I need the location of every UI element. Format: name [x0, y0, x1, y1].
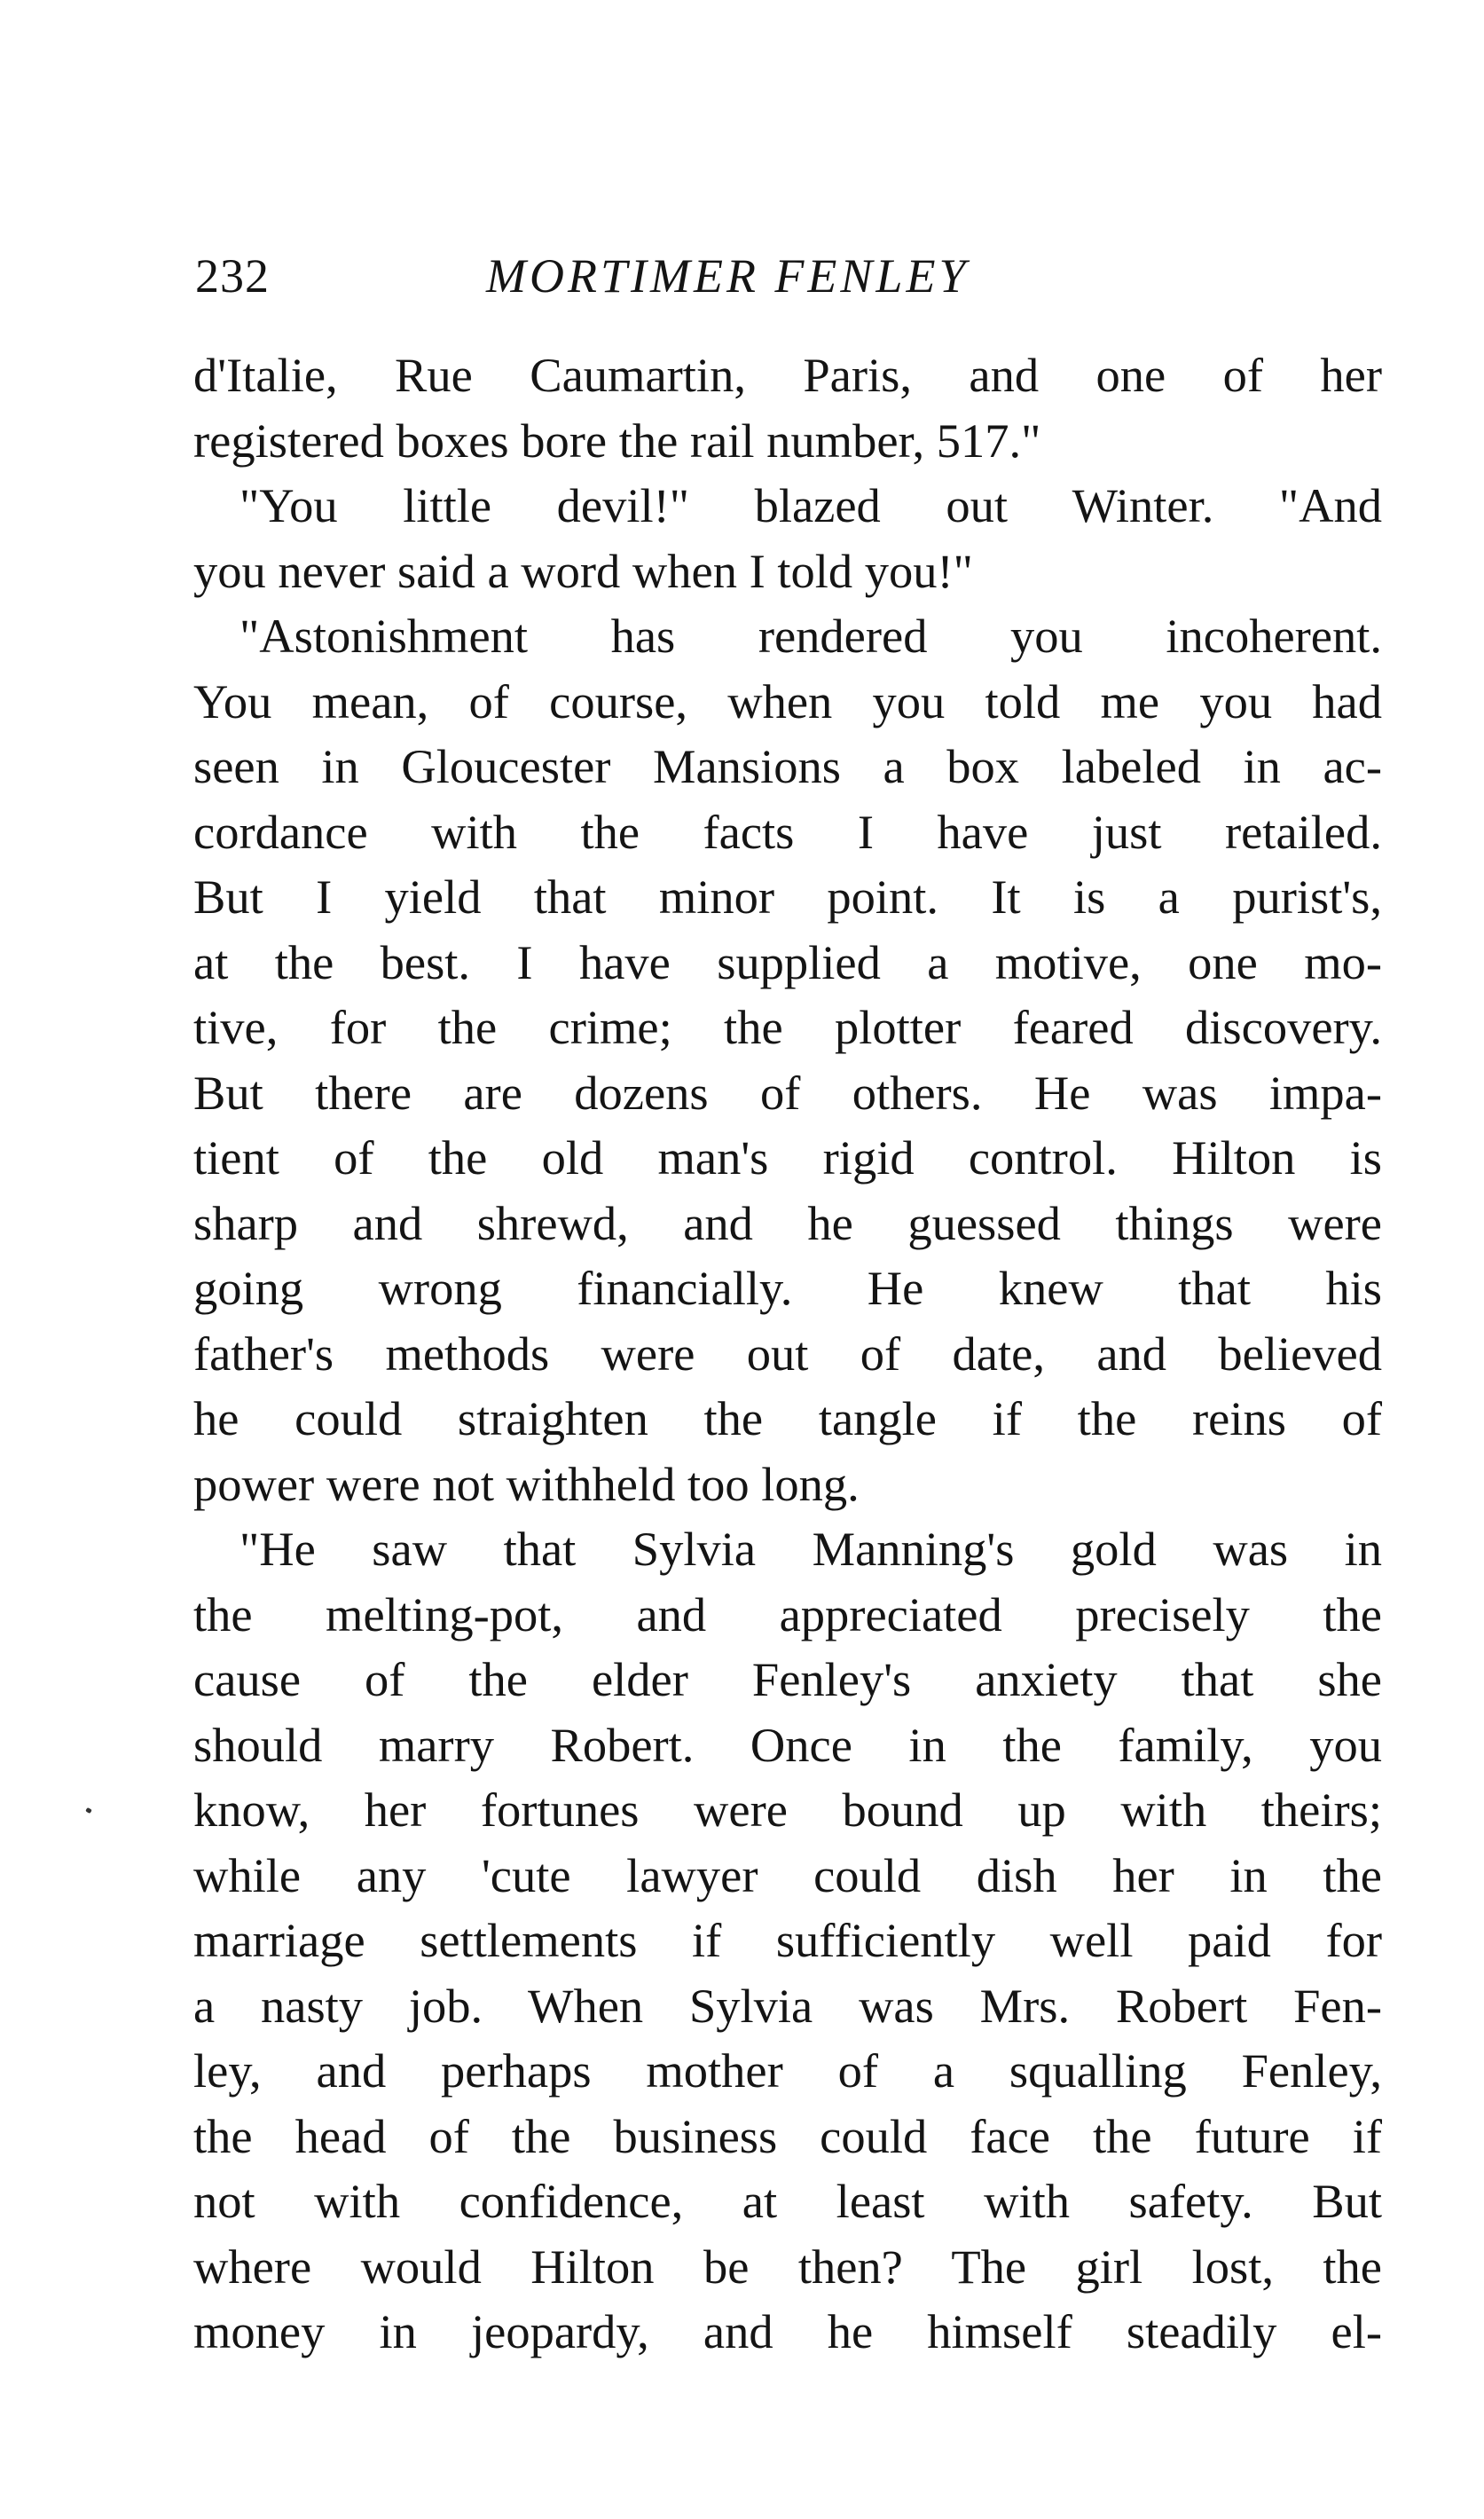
text-line: You mean, of course, when you told me you had [193, 673, 1382, 728]
text-line: he could straighten the tangle if the reins of [193, 1391, 1382, 1445]
text-line: where would Hilton be then? The girl lost, the [193, 2239, 1382, 2294]
text-line: But there are dozens of others. He was impa- [193, 1065, 1382, 1120]
paragraph [193, 1516, 1382, 2365]
running-title: MORTIMER FENLEY [486, 249, 970, 303]
text-line: you never said a word when I told you!" [193, 543, 973, 598]
text-line: tive, for the crime; the plotter feared discovery. [193, 1000, 1382, 1054]
text-line: cause of the elder Fenley's anxiety that she [193, 1652, 1382, 1706]
margin-speck [85, 1807, 92, 1814]
paragraph [193, 342, 1382, 473]
text-line: "Astonishment has rendered you incoherent. [239, 609, 1382, 663]
text-line: cordance with the facts I have just retailed. [193, 804, 1382, 859]
paragraph [193, 603, 1382, 1516]
text-line: ley, and perhaps mother of a squalling Fenley, [193, 2043, 1382, 2098]
text-line: money in jeopardy, and he himself steadily el- [193, 2304, 1382, 2358]
book-page [193, 0, 1382, 2519]
text-line: seen in Gloucester Mansions a box labeled in ac- [193, 739, 1382, 793]
text-line: know, her fortunes were bound up with theirs; [193, 1783, 1382, 1837]
text-line: a nasty job. When Sylvia was Mrs. Robert Fen- [193, 1978, 1382, 2033]
text-line: "You little devil!" blazed out Winter. "And [239, 478, 1382, 532]
text-line: the melting-pot, and appreciated precisely the [193, 1586, 1382, 1641]
text-line: at the best. I have supplied a motive, one mo- [193, 934, 1382, 989]
text-line: d'Italie, Rue Caumartin, Paris, and one of her [193, 348, 1382, 402]
text-line: registered boxes bore the rail number, 517." [193, 413, 1041, 468]
text-line: father's methods were out of date, and believed [193, 1326, 1382, 1381]
body-text [193, 342, 1382, 2365]
text-line: going wrong financially. He knew that his [193, 1261, 1382, 1315]
text-line: should marry Robert. Once in the family, you [193, 1717, 1382, 1772]
text-line: tient of the old man's rigid control. Hilton is [193, 1130, 1382, 1185]
page-header [193, 232, 1382, 312]
text-line: while any 'cute lawyer could dish her in the [193, 1847, 1382, 1902]
text-line: the head of the business could face the future if [193, 2108, 1382, 2163]
page-number: 232 [195, 249, 270, 303]
text-line: not with confidence, at least with safety. But [193, 2174, 1382, 2228]
paragraph [193, 473, 1382, 603]
text-line: marriage settlements if sufficiently well paid for [193, 1913, 1382, 1967]
text-line: sharp and shrewd, and he guessed things were [193, 1195, 1382, 1250]
text-line: But I yield that minor point. It is a purist's, [193, 870, 1382, 924]
text-line: "He saw that Sylvia Manning's gold was in [239, 1522, 1382, 1576]
text-line: power were not withheld too long. [193, 1456, 860, 1511]
